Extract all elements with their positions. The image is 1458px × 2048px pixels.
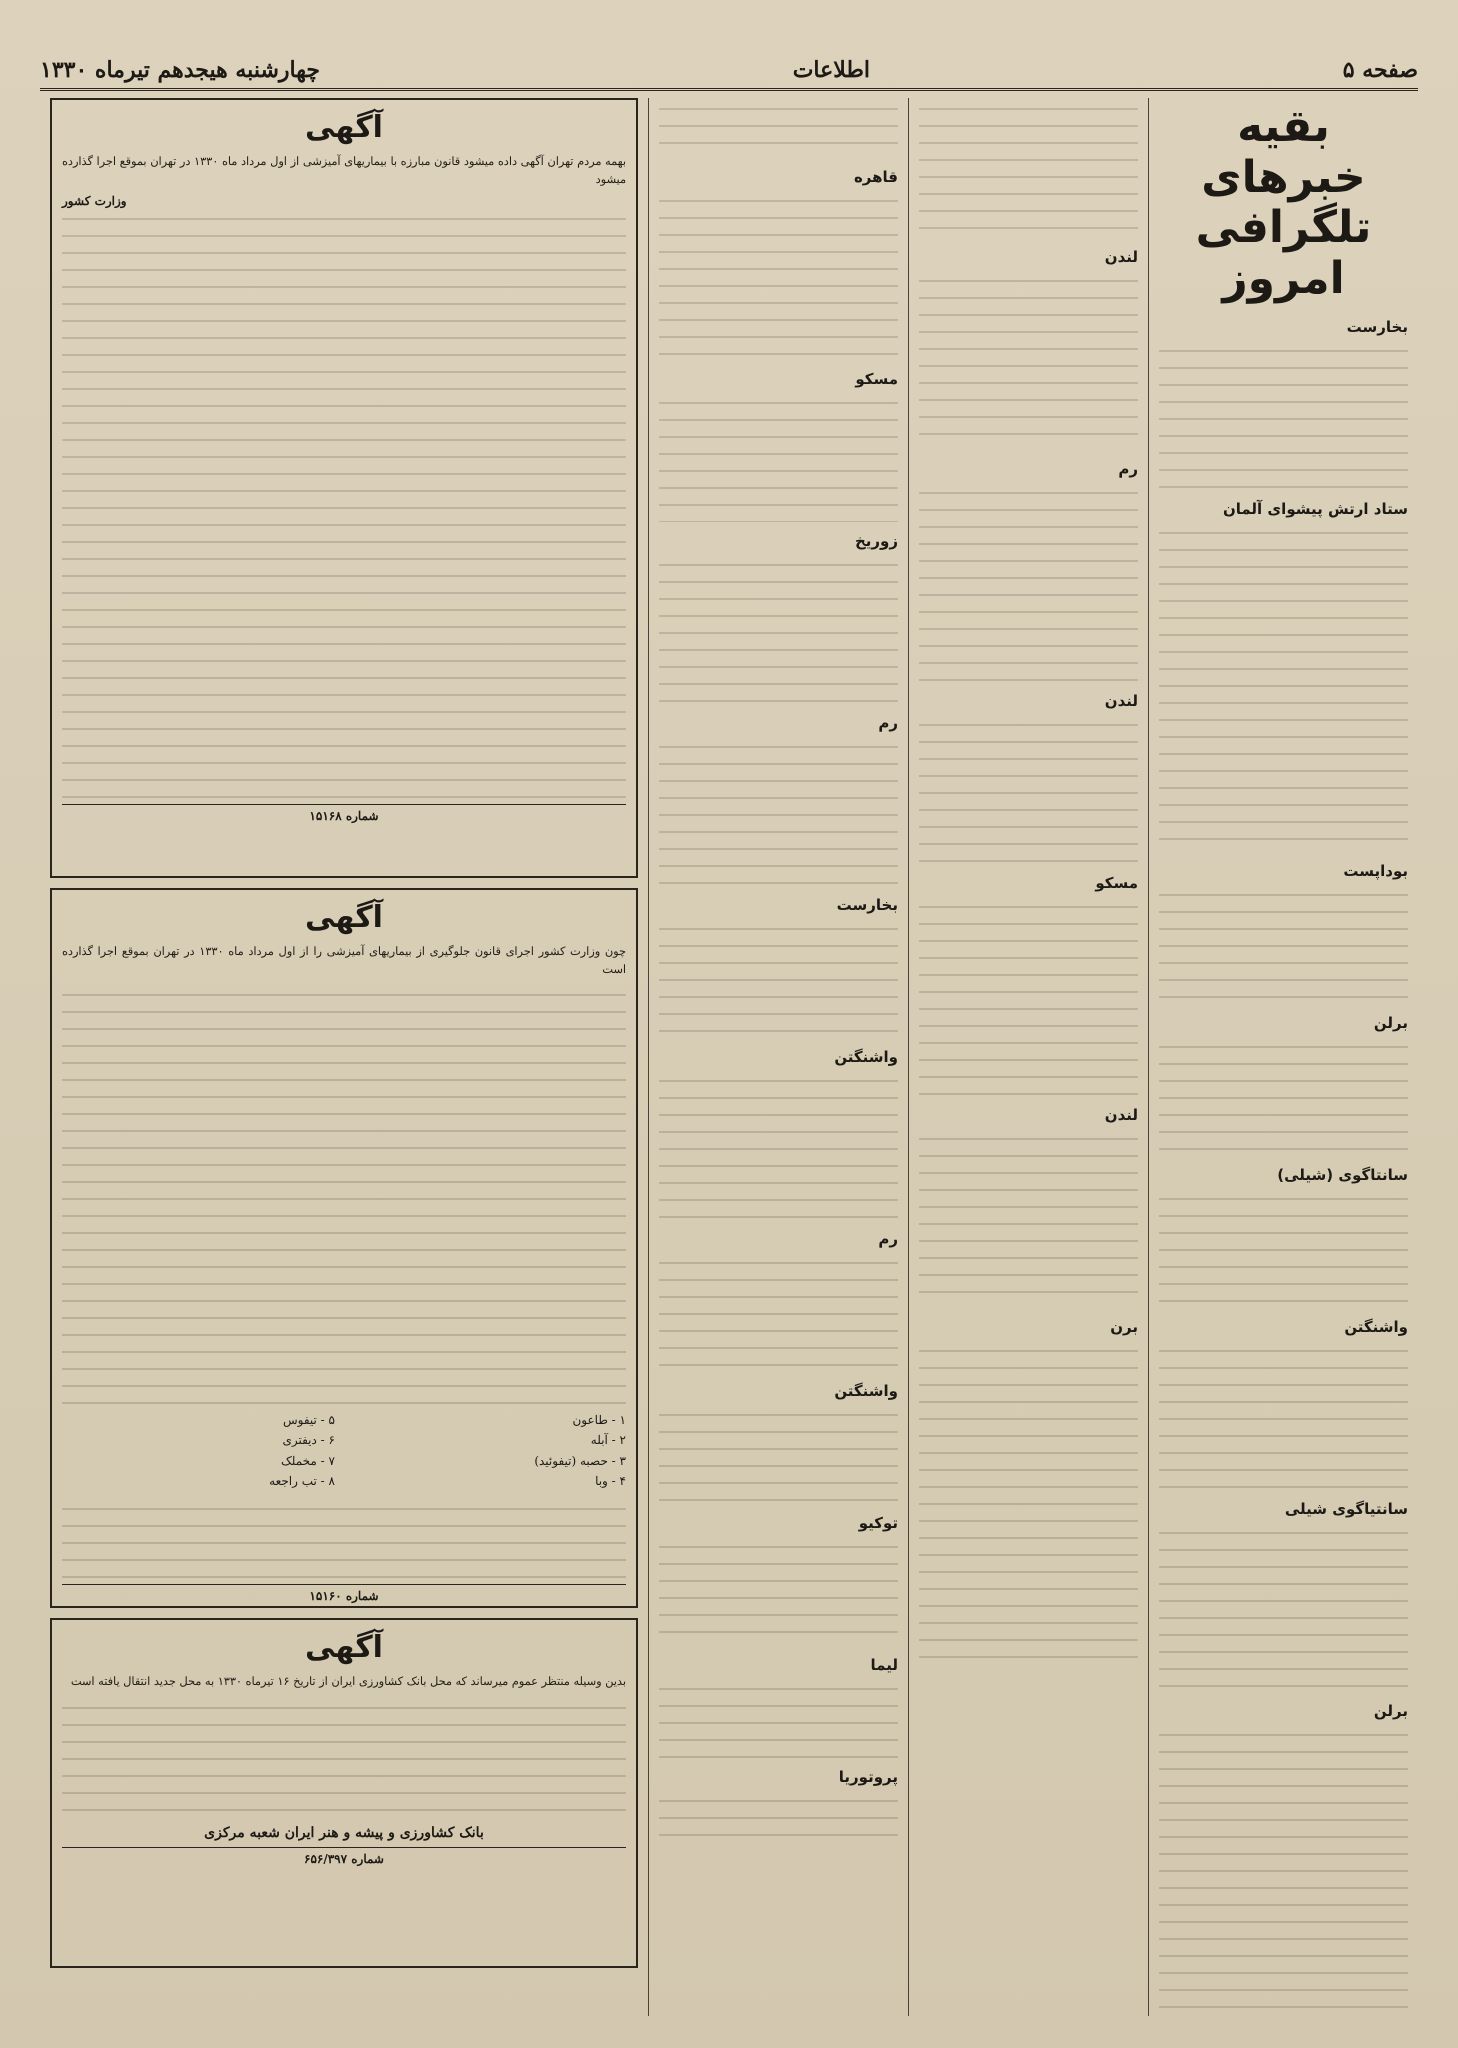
list-item: ۸ - تب راجعه [269, 1474, 335, 1489]
article-text [1159, 1724, 1408, 2016]
ad-footer: شماره ۱۵۱۶۸ [62, 804, 626, 823]
ad-signature: وزارت کشور [62, 194, 127, 208]
main-headline: بقیه خبرهای تلگرافی امروز [1195, 101, 1372, 304]
ad-intro: بدین وسیله منتظر عموم میرساند که محل بانک کشاورزی ایران از تاریخ ۱۶ تیرماه ۱۳۳۰ به محل جدید انتقال یافته است [70, 1675, 626, 1688]
dateline: رم [878, 1230, 898, 1248]
dateline: لندن [1104, 1106, 1138, 1124]
disease-list [62, 1410, 626, 1492]
article-text [919, 482, 1138, 682]
dateline: زوریخ [854, 532, 898, 550]
issue-date: چهارشنبه هیجدهم تیرماه ۱۳۳۰ [40, 57, 320, 83]
article-text [659, 736, 898, 886]
page-number: صفحه ۵ [1342, 57, 1418, 83]
ads-column [40, 98, 648, 2016]
article-text [659, 98, 898, 158]
ad-body-text [62, 984, 626, 1404]
ad-title: آگهی [305, 1630, 383, 1665]
ad-intro: بهمه مردم تهران آگهی داده میشود قانون مبارزه با بیماریهای آمیزشی از اول مرداد ماه ۱۳۳۰ در تهران بموقع اجرا گذارده میشود [62, 155, 626, 186]
article-text [659, 1536, 898, 1646]
list-item: ۳ - حصبه (تیفوئید) [534, 1453, 626, 1468]
article-text [659, 1404, 898, 1504]
page-header [40, 52, 1418, 91]
article-text [659, 1790, 898, 1850]
list-item: ۷ - مخملک [281, 1453, 335, 1468]
ad-body-text [62, 1498, 626, 1578]
dateline: واشنگتن [1344, 1318, 1408, 1337]
article-text [1159, 884, 1408, 1004]
dateline: لندن [1104, 692, 1138, 710]
list-item: ۲ - آبله [590, 1433, 626, 1448]
dateline: توکیو [858, 1514, 898, 1532]
ad-body-text [62, 208, 626, 798]
article-text [919, 98, 1138, 238]
dateline: لندن [1104, 248, 1138, 266]
article-text [659, 1678, 898, 1758]
ad-footer: شماره ۶۵۶/۳۹۷ [62, 1847, 626, 1866]
list-item: ۶ - دیفتری [282, 1433, 335, 1448]
article-text [659, 392, 898, 522]
dateline: لیما [870, 1656, 898, 1674]
dateline: قاهره [853, 168, 898, 186]
advertisement-box [50, 1618, 638, 1968]
dateline: بوداپست [1343, 862, 1408, 881]
dateline: برلن [1373, 1702, 1408, 1721]
dateline: ستاد ارتش پیشوای آلمان [1222, 500, 1408, 519]
article-text [659, 1070, 898, 1220]
article-text [659, 190, 898, 360]
article-text [919, 896, 1138, 1096]
page-columns [40, 98, 1418, 2016]
dateline: مسکو [855, 370, 898, 388]
article-text [659, 918, 898, 1038]
article-text [1159, 522, 1408, 852]
dateline: واشنگتن [834, 1048, 898, 1066]
ad-intro: چون وزارت کشور اجرای قانون جلوگیری از بیماریهای آمیزشی را از اول مرداد ماه ۱۳۳۰ در تهران بموقع اجرا گذارده است [62, 945, 626, 976]
advertisement-box [50, 98, 638, 878]
article-text [659, 554, 898, 704]
ad-signature: بانک کشاورزی و پیشه و هنر ایران شعبه مرکزی [204, 1824, 484, 1841]
article-text [1159, 1188, 1408, 1308]
dateline: مسکو [1095, 874, 1138, 892]
dateline: رم [1118, 460, 1138, 478]
ad-title: آگهی [305, 900, 383, 935]
article-text [1159, 340, 1408, 490]
ad-title: آگهی [305, 110, 383, 145]
news-column-1 [1148, 98, 1418, 2016]
article-text [919, 714, 1138, 864]
dateline: رم [878, 714, 898, 732]
dateline: پروتوریا [838, 1768, 898, 1786]
article-text [1159, 1036, 1408, 1156]
ad-body-text [62, 1697, 626, 1817]
list-item: ۱ - طاعون [572, 1413, 626, 1427]
dateline: بخارست [1346, 318, 1408, 337]
ad-footer: شماره ۱۵۱۶۰ [62, 1584, 626, 1603]
article-text [919, 1128, 1138, 1308]
list-item: ۵ - تیفوس [282, 1413, 335, 1427]
news-column-2 [908, 98, 1148, 2016]
newspaper-name: اطلاعات [792, 57, 870, 83]
article-text [919, 1340, 1138, 1660]
article-text [1159, 1340, 1408, 1490]
dateline: بخارست [836, 896, 898, 914]
list-item: ۴ - وبا [595, 1474, 626, 1489]
article-text [919, 270, 1138, 450]
news-column-3 [648, 98, 908, 2016]
article-text [1159, 1522, 1408, 1692]
dateline: برلن [1373, 1014, 1408, 1033]
dateline: سانتیاگوی شیلی [1284, 1500, 1408, 1519]
advertisement-box [50, 888, 638, 1608]
dateline: سانتاگوی (شیلی) [1277, 1166, 1408, 1185]
article-text [659, 1252, 898, 1372]
dateline: برن [1110, 1318, 1138, 1336]
dateline: واشنگتن [834, 1382, 898, 1400]
